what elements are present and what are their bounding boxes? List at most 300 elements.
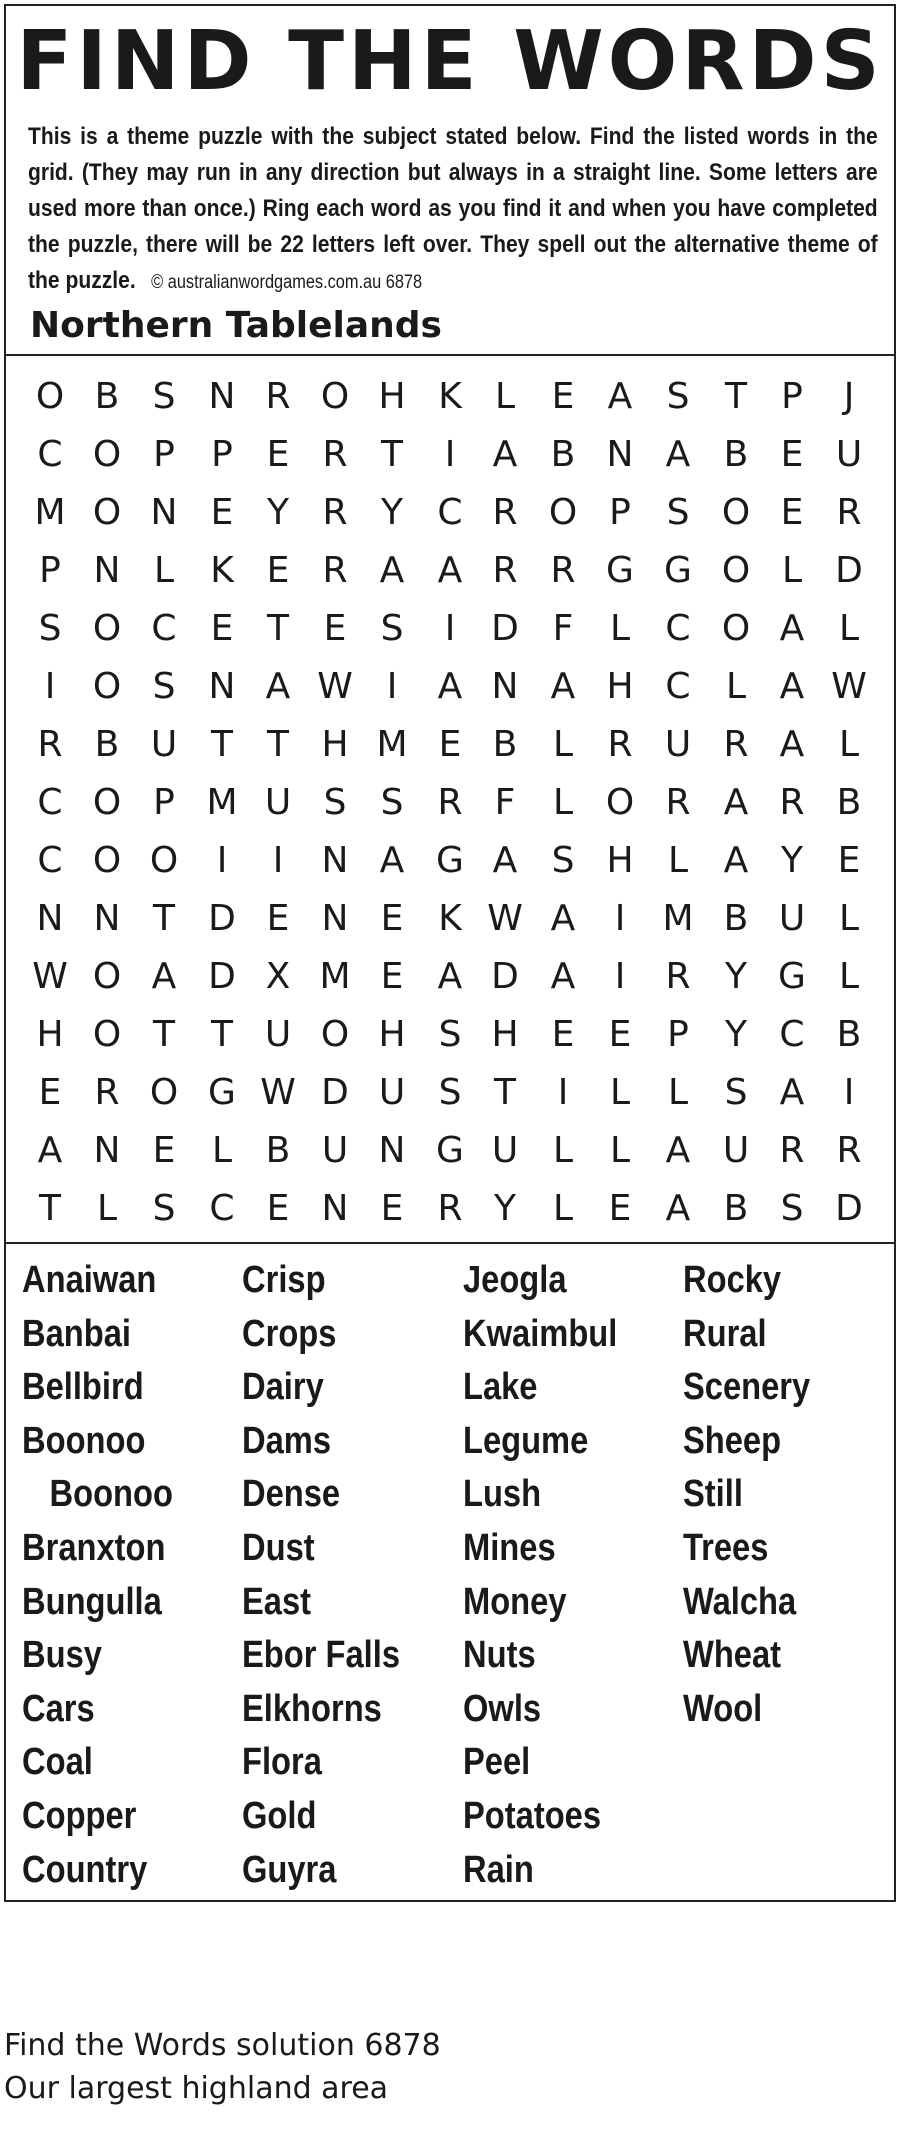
grid-letter[interactable]: B [836,782,862,823]
grid-letter[interactable]: W [32,956,68,997]
grid-letter[interactable]: C [779,1014,805,1055]
grid-letter[interactable]: O [605,782,635,823]
grid-letter[interactable]: C [37,434,63,475]
word-list-item: Ebor Falls [242,1634,400,1677]
grid-letter[interactable]: L [552,1188,574,1229]
grid-letter[interactable]: U [264,1014,292,1055]
grid-letter[interactable]: L [96,1188,118,1229]
grid-letter[interactable]: B [723,1188,749,1229]
grid-letter[interactable]: R [836,1130,862,1171]
grid-row [6,832,894,890]
grid-row [6,890,894,948]
grid-letter[interactable]: G [436,840,464,881]
grid-letter[interactable]: T [381,434,403,475]
grid-letter[interactable]: O [721,492,751,533]
word-column [22,1254,242,1897]
grid-letter[interactable]: L [494,376,516,417]
grid-letter[interactable]: A [665,434,691,475]
grid-letter[interactable]: R [37,724,63,765]
grid-letter[interactable]: E [152,1130,176,1171]
word-list-item: Sheep [683,1419,782,1462]
word-column [242,1254,462,1897]
grid-letter[interactable]: S [438,1014,462,1055]
grid-letter[interactable]: O [35,376,65,417]
puzzle-header [6,6,894,356]
grid-letter[interactable]: U [264,782,292,823]
grid-letter[interactable]: C [665,666,691,707]
grid-letter[interactable]: E [380,898,404,939]
grid-letter[interactable]: P [211,434,233,475]
word-list-item: Copper [22,1794,137,1837]
word-list-item: Rural [683,1312,767,1355]
grid-letter[interactable]: Y [725,956,747,997]
grid-letter[interactable]: M [319,956,351,997]
word-list-item: Kwaimbul [463,1312,618,1355]
grid-letter[interactable]: B [550,434,576,475]
word-list-item: Dams [242,1419,332,1462]
grid-letter[interactable]: T [267,608,289,649]
grid-row [6,368,894,426]
grid-row [6,542,894,600]
grid-letter[interactable]: O [92,1014,122,1055]
grid-letter[interactable]: L [552,724,574,765]
grid-letter[interactable]: A [723,840,749,881]
grid-letter[interactable]: L [838,956,860,997]
grid-letter[interactable]: S [380,782,404,823]
grid-letter[interactable]: N [150,492,178,533]
grid-letter[interactable]: J [843,376,855,417]
grid-letter[interactable]: E [780,492,804,533]
grid-letter[interactable]: L [667,840,689,881]
grid-letter[interactable]: A [550,956,576,997]
grid-letter[interactable]: R [437,1188,463,1229]
grid-letter[interactable]: T [494,1072,516,1113]
grid-letter[interactable]: R [437,782,463,823]
word-list-item: Bungulla [22,1580,162,1623]
grid-letter[interactable]: L [552,1130,574,1171]
solution-answer: Our largest highland area [4,2071,389,2106]
grid-letter[interactable]: S [724,1072,748,1113]
grid-letter[interactable]: A [151,956,177,997]
grid-letter[interactable]: E [608,1014,632,1055]
word-column [683,1254,900,1736]
grid-letter[interactable]: D [208,898,236,939]
word-list-item: Money [463,1580,567,1623]
grid-letter[interactable]: W [487,898,523,939]
solution-section [4,2024,441,2110]
word-list-item: Dense [242,1473,341,1516]
grid-letter[interactable]: B [265,1130,291,1171]
word-list-item: Coal [22,1741,93,1784]
grid-letter[interactable]: L [725,666,747,707]
word-list-item: Boonoo [49,1473,173,1516]
grid-letter[interactable]: C [665,608,691,649]
word-list-item: Lake [463,1366,538,1409]
grid-letter[interactable]: D [835,550,863,591]
grid-letter[interactable]: B [723,898,749,939]
grid-letter[interactable]: S [438,1072,462,1113]
word-list-item: Trees [683,1526,769,1569]
grid-letter[interactable]: R [607,724,633,765]
word-list [6,1254,894,1894]
grid-row [6,1122,894,1180]
grid-row [6,1180,894,1238]
grid-letter[interactable]: R [265,376,291,417]
grid-letter[interactable]: O [149,840,179,881]
grid-letter[interactable]: H [378,376,406,417]
grid-letter[interactable]: Y [267,492,289,533]
grid-letter[interactable]: L [211,1130,233,1171]
word-list-item: Crisp [242,1259,326,1301]
grid-letter[interactable]: A [779,1072,805,1113]
word-list-item: Wheat [683,1634,782,1677]
grid-letter[interactable]: L [609,608,631,649]
grid-letter[interactable]: C [37,840,63,881]
grid-letter[interactable]: O [92,666,122,707]
grid-letter[interactable]: Y [781,840,803,881]
grid-letter[interactable]: S [152,376,176,417]
grid-letter[interactable]: R [322,550,348,591]
grid-letter[interactable]: T [39,1188,61,1229]
grid-letter[interactable]: A [437,666,463,707]
grid-letter[interactable]: A [492,840,518,881]
word-list-item: Dairy [242,1366,324,1409]
grid-letter[interactable]: A [437,956,463,997]
grid-letter[interactable]: E [837,840,861,881]
grid-letter[interactable]: T [725,376,747,417]
grid-letter[interactable]: E [780,434,804,475]
grid-letter[interactable]: E [551,376,575,417]
word-list-item: Banbai [22,1312,131,1355]
grid-letter[interactable]: G [606,550,634,591]
grid-letter[interactable]: A [265,666,291,707]
grid-letter[interactable]: N [93,1130,121,1171]
grid-letter[interactable]: M [34,492,66,533]
grid-letter[interactable]: T [267,724,289,765]
grid-letter[interactable]: R [322,492,348,533]
grid-letter[interactable]: E [323,608,347,649]
grid-letter[interactable]: S [38,608,62,649]
grid-letter[interactable]: U [150,724,178,765]
grid-letter[interactable]: P [667,1014,689,1055]
grid-letter[interactable]: H [606,666,634,707]
grid-letter[interactable]: B [492,724,518,765]
grid-letter[interactable]: U [378,1072,406,1113]
word-list-item: Cars [22,1687,95,1730]
grid-letter[interactable]: P [781,376,803,417]
grid-letter[interactable]: L [838,608,860,649]
word-list-item: Lush [463,1473,542,1516]
grid-letter[interactable]: R [665,956,691,997]
grid-letter[interactable]: I [444,434,456,475]
grid-letter[interactable]: R [94,1072,120,1113]
grid-letter[interactable]: R [723,724,749,765]
grid-letter[interactable]: E [210,608,234,649]
solution-label: Find the Words solution 6878 [4,2028,441,2063]
word-list-item: Branxton [22,1526,166,1569]
grid-letter[interactable]: L [667,1072,689,1113]
grid-letter[interactable]: U [491,1130,519,1171]
grid-letter[interactable]: U [722,1130,750,1171]
grid-letter[interactable]: S [152,1188,176,1229]
grid-letter[interactable]: U [664,724,692,765]
grid-letter[interactable]: S [780,1188,804,1229]
grid-letter[interactable]: C [437,492,463,533]
grid-letter[interactable]: S [323,782,347,823]
puzzle-theme: Northern Tablelands [30,305,442,346]
grid-letter[interactable]: T [211,724,233,765]
grid-row [6,1006,894,1064]
grid-letter[interactable]: A [37,1130,63,1171]
grid-letter[interactable]: A [437,550,463,591]
grid-letter[interactable]: X [265,956,291,997]
grid-letter[interactable]: I [557,1072,569,1113]
word-list-item: Crops [242,1312,337,1355]
grid-letter[interactable]: U [321,1130,349,1171]
grid-letter[interactable]: W [831,666,867,707]
word-list-item: Potatoes [463,1794,602,1837]
grid-letter[interactable]: I [216,840,228,881]
grid-letter[interactable]: I [614,956,626,997]
grid-letter[interactable]: R [492,550,518,591]
grid-letter[interactable]: O [92,840,122,881]
word-list-item: Wool [683,1687,763,1730]
grid-letter[interactable]: A [379,550,405,591]
grid-letter[interactable]: H [321,724,349,765]
grid-row [6,658,894,716]
grid-letter[interactable]: A [779,666,805,707]
grid-letter[interactable]: R [779,1130,805,1171]
grid-letter[interactable]: K [438,376,462,417]
grid-letter[interactable]: A [723,782,749,823]
grid-letter[interactable]: A [550,898,576,939]
grid-letter[interactable]: R [322,434,348,475]
grid-letter[interactable]: B [723,434,749,475]
grid-letter[interactable]: W [260,1072,296,1113]
grid-letter[interactable]: D [208,956,236,997]
grid-letter[interactable]: N [93,898,121,939]
grid-letter[interactable]: T [153,898,175,939]
grid-letter[interactable]: P [39,550,61,591]
grid-row [6,948,894,1006]
grid-letter[interactable]: L [609,1072,631,1113]
grid-letter[interactable]: I [843,1072,855,1113]
word-list-item: Walcha [683,1580,797,1623]
grid-letter[interactable]: E [266,898,290,939]
grid-letter[interactable]: R [550,550,576,591]
grid-letter[interactable]: S [666,492,690,533]
grid-letter[interactable]: Y [494,1188,516,1229]
grid-letter[interactable]: D [835,1188,863,1229]
grid-letter[interactable]: H [606,840,634,881]
grid-letter[interactable]: L [609,1130,631,1171]
grid-letter[interactable]: E [380,1188,404,1229]
grid-letter[interactable]: M [376,724,408,765]
word-list-item: Guyra [242,1848,337,1891]
grid-letter[interactable]: G [436,1130,464,1171]
grid-letter[interactable]: R [836,492,862,533]
grid-letter[interactable]: M [206,782,238,823]
grid-letter[interactable]: L [781,550,803,591]
grid-row [6,774,894,832]
grid-letter[interactable]: W [317,666,353,707]
grid-letter[interactable]: F [552,608,574,649]
grid-letter[interactable]: O [92,608,122,649]
word-list-item: Busy [22,1634,102,1677]
grid-letter[interactable]: U [778,898,806,939]
grid-row [6,426,894,484]
grid-letter[interactable]: E [551,1014,575,1055]
grid-letter[interactable]: E [266,550,290,591]
instructions-text: This is a theme puzzle with the subject stated below. Find the listed words in the grid. (They may run in any direction but always in a straight line. Some letters are used more than once.) Ring each word as you find it and when you have completed the puzzle, there will be 22 letters left over. They spell out the alternative theme of the puzzle. [28,123,878,294]
grid-letter[interactable]: E [380,956,404,997]
grid-divider [6,1242,894,1244]
grid-letter[interactable]: O [320,1014,350,1055]
grid-letter[interactable]: A [779,724,805,765]
grid-letter[interactable]: B [94,376,120,417]
grid-letter[interactable]: N [606,434,634,475]
grid-letter[interactable]: C [37,782,63,823]
grid-letter[interactable]: A [492,434,518,475]
grid-letter[interactable]: P [153,782,175,823]
grid-letter[interactable]: I [386,666,398,707]
word-list-item: Scenery [683,1366,811,1409]
copyright-credit: © australianwordgames.com.au 6878 [151,272,423,293]
grid-letter[interactable]: O [721,550,751,591]
grid-row [6,484,894,542]
grid-letter[interactable]: P [609,492,631,533]
grid-letter[interactable]: A [379,840,405,881]
word-list-item: Elkhorns [242,1687,382,1730]
grid-letter[interactable]: K [438,898,462,939]
grid-letter[interactable]: A [779,608,805,649]
grid-letter[interactable]: A [607,376,633,417]
grid-letter[interactable]: O [92,782,122,823]
grid-letter[interactable]: S [380,608,404,649]
grid-letter[interactable]: E [38,1072,62,1113]
grid-letter[interactable]: H [491,1014,519,1055]
grid-letter[interactable]: L [153,550,175,591]
word-list-item: Jeogla [463,1259,567,1301]
grid-letter[interactable]: N [208,666,236,707]
grid-letter[interactable]: R [665,782,691,823]
grid-letter[interactable]: L [838,724,860,765]
grid-letter[interactable]: O [92,956,122,997]
word-list-item: Peel [463,1741,531,1784]
letter-grid [6,368,894,1228]
grid-letter[interactable]: L [552,782,574,823]
grid-letter[interactable]: S [551,840,575,881]
puzzle-box [4,4,896,1902]
grid-letter[interactable]: O [320,376,350,417]
word-list-item: Owls [463,1687,542,1730]
grid-letter[interactable]: I [444,608,456,649]
grid-letter[interactable]: O [92,434,122,475]
grid-letter[interactable]: E [266,1188,290,1229]
grid-letter[interactable]: E [210,492,234,533]
grid-letter[interactable]: T [211,1014,233,1055]
word-list-item: Mines [463,1526,556,1569]
grid-letter[interactable]: A [665,1130,691,1171]
grid-letter[interactable]: B [94,724,120,765]
grid-letter[interactable]: O [149,1072,179,1113]
grid-letter[interactable]: C [151,608,177,649]
grid-letter[interactable]: A [550,666,576,707]
grid-letter[interactable]: N [321,898,349,939]
grid-letter[interactable]: S [666,376,690,417]
word-list-item: Rocky [683,1259,782,1301]
grid-letter[interactable]: H [36,1014,64,1055]
grid-letter[interactable]: I [44,666,56,707]
grid-letter[interactable]: C [209,1188,235,1229]
grid-letter[interactable]: I [272,840,284,881]
puzzle-title: FIND THE WORDS [16,14,884,109]
grid-letter[interactable]: B [836,1014,862,1055]
grid-row [6,1064,894,1122]
grid-letter[interactable]: K [210,550,234,591]
word-list-item: Still [683,1473,743,1516]
word-list-item: Dust [242,1526,315,1569]
grid-letter[interactable]: R [492,492,518,533]
grid-letter[interactable]: N [36,898,64,939]
grid-row [6,716,894,774]
grid-letter[interactable]: L [838,898,860,939]
grid-letter[interactable]: A [665,1188,691,1229]
grid-letter[interactable]: D [491,956,519,997]
grid-letter[interactable]: E [608,1188,632,1229]
grid-letter[interactable]: T [153,1014,175,1055]
word-list-item: Rain [463,1848,534,1891]
grid-letter[interactable]: E [266,434,290,475]
word-list-item: East [242,1580,312,1623]
grid-letter[interactable]: O [92,492,122,533]
word-list-item: Anaiwan [22,1259,157,1301]
grid-letter[interactable]: O [721,608,751,649]
word-list-item: Nuts [463,1634,536,1677]
grid-letter[interactable]: D [321,1072,349,1113]
grid-letter[interactable]: N [93,550,121,591]
grid-letter[interactable]: D [491,608,519,649]
grid-letter[interactable]: E [438,724,462,765]
grid-letter[interactable]: I [614,898,626,939]
word-column [463,1254,683,1897]
grid-letter[interactable]: N [378,1130,406,1171]
grid-row [6,600,894,658]
grid-letter[interactable]: Y [725,1014,747,1055]
word-list-item: Boonoo [22,1419,146,1462]
grid-letter[interactable]: Y [381,492,403,533]
grid-letter[interactable]: H [378,1014,406,1055]
grid-letter[interactable]: G [208,1072,236,1113]
grid-letter[interactable]: U [835,434,863,475]
grid-letter[interactable]: N [321,1188,349,1229]
grid-letter[interactable]: P [153,434,175,475]
grid-letter[interactable]: O [548,492,578,533]
grid-letter[interactable]: N [491,666,519,707]
grid-letter[interactable]: N [321,840,349,881]
grid-letter[interactable]: G [664,550,692,591]
word-list-item: Bellbird [22,1366,144,1409]
word-list-item: Flora [242,1741,322,1784]
grid-letter[interactable]: R [779,782,805,823]
grid-letter[interactable]: S [152,666,176,707]
instructions-paragraph [28,119,878,301]
grid-letter[interactable]: G [778,956,806,997]
grid-letter[interactable]: M [662,898,694,939]
grid-letter[interactable]: F [494,782,516,823]
grid-letter[interactable]: N [208,376,236,417]
word-list-item: Legume [463,1419,589,1462]
